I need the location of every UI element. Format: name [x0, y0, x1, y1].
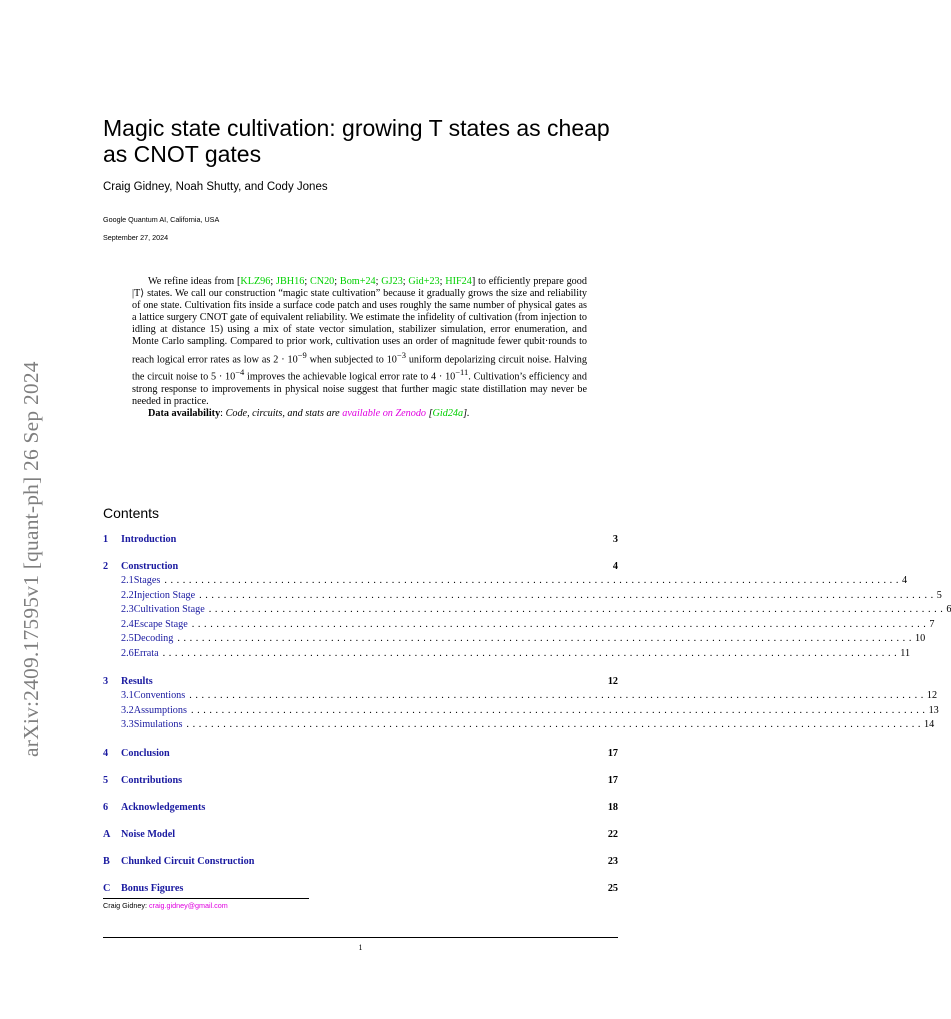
paper-title: Magic state cultivation: growing T states as cheap as CNOT gates [103, 115, 610, 167]
citation-link[interactable]: GJ23 [381, 276, 403, 287]
toc-subsection-2.1[interactable] [103, 574, 908, 589]
citation-link[interactable]: CN20 [309, 276, 335, 287]
toc-section-page: 17 [607, 747, 618, 759]
zenodo-link[interactable]: available on Zenodo [342, 407, 427, 419]
toc-section-A[interactable] [103, 828, 618, 841]
abstract [132, 276, 587, 420]
toc-dot-leader: ........................................................................................................................ [186, 719, 925, 730]
affiliation: Google Quantum AI, California, USA [103, 215, 220, 224]
toc-section-label[interactable]: Conclusion [121, 747, 170, 759]
toc-section-6[interactable] [103, 801, 618, 814]
toc-subsection-number: 2.6 [121, 647, 134, 659]
toc-subsection-3.3[interactable] [103, 718, 935, 733]
toc-section-B[interactable] [103, 855, 618, 868]
toc-subsection-page: 11 [900, 647, 911, 659]
toc-dot-leader: ........................................................................................................................ [191, 618, 930, 630]
toc-section-page: 12 [607, 676, 618, 687]
toc-section-number: 1 [103, 534, 109, 545]
toc-dot-leader: ........................................................................................................................ [190, 704, 929, 716]
toc-section-2[interactable] [103, 560, 618, 573]
toc-subsection-page: 10 [914, 633, 926, 644]
citation-link[interactable]: JBH16 [276, 276, 305, 287]
table-of-contents [103, 533, 951, 895]
toc-section-number: 6 [103, 801, 109, 813]
toc-section-page: 23 [607, 855, 618, 867]
toc-section-page: 22 [607, 828, 618, 840]
toc-subsection-label[interactable]: Assumptions [133, 704, 187, 716]
toc-section-number: B [103, 855, 110, 867]
toc-subsection-2.5[interactable] [103, 632, 926, 647]
toc-section-C[interactable] [103, 882, 618, 895]
page-number: 1 [358, 943, 363, 952]
toc-section-1[interactable] [103, 533, 618, 546]
toc-subsection-page: 13 [928, 704, 939, 716]
toc-section-label[interactable]: Bonus Figures [121, 882, 184, 894]
toc-section-label[interactable]: Results [121, 676, 153, 687]
citation-link[interactable]: HIF24 [445, 276, 472, 287]
citation-link[interactable]: KLZ96 [240, 276, 271, 287]
toc-subsection-label[interactable]: Injection Stage [133, 589, 196, 601]
toc-subsection-page: 12 [926, 690, 938, 701]
toc-section-number: A [103, 828, 111, 840]
toc-section-page: 17 [607, 774, 618, 786]
toc-subsection-label[interactable]: Conventions [133, 690, 186, 701]
toc-section-number: 2 [103, 561, 109, 572]
toc-subsection-label[interactable]: Decoding [133, 633, 174, 644]
toc-section-page: 4 [612, 561, 618, 572]
toc-subsection-number: 2.2 [121, 589, 134, 601]
email-link[interactable]: craig.gidney@gmail.com [148, 901, 228, 910]
toc-section-3[interactable] [103, 675, 618, 688]
toc-subsection-number: 2.3 [121, 604, 134, 615]
toc-section-number: C [103, 882, 111, 894]
toc-section-number: 3 [103, 676, 109, 687]
toc-subsection-label[interactable]: Errata [133, 647, 159, 659]
toc-subsection-label[interactable]: Stages [133, 575, 161, 586]
footnote: Craig Gidney: craig.gidney@gmail.com [103, 901, 228, 910]
page-footer-divider [103, 937, 618, 938]
toc-section-4[interactable] [103, 747, 618, 760]
toc-section-label[interactable]: Chunked Circuit Construction [121, 855, 255, 867]
toc-subsection-number: 3.2 [121, 704, 134, 716]
arxiv-identifier-stamp: arXiv:2409.17595v1 [quant-ph] 26 Sep 2024 [19, 361, 43, 757]
footnote-divider [103, 898, 309, 899]
toc-subsection-number: 3.3 [121, 719, 134, 730]
toc-subsection-number: 2.5 [121, 633, 134, 644]
toc-section-label[interactable]: Construction [121, 561, 179, 572]
toc-subsection-2.3[interactable] [103, 603, 951, 618]
citation-link[interactable]: Gid24a [432, 407, 464, 419]
toc-subsection-number: 3.1 [121, 690, 134, 701]
toc-dot-leader: ........................................................................................................................ [208, 604, 947, 615]
toc-section-number: 5 [103, 774, 109, 786]
toc-dot-leader: ........................................................................................................................ [177, 633, 915, 644]
toc-subsection-page: 5 [936, 589, 942, 601]
toc-subsection-3.2[interactable] [103, 704, 939, 719]
toc-dot-leader: ........................................................................................................................ [162, 647, 901, 659]
toc-dot-leader: ........................................................................................................................ [189, 690, 927, 701]
toc-subsection-2.2[interactable] [103, 589, 942, 604]
citation-link[interactable]: Bom+24 [339, 276, 376, 287]
toc-subsection-label[interactable]: Cultivation Stage [133, 604, 205, 615]
toc-subsection-number: 2.1 [121, 575, 134, 586]
toc-section-number: 4 [103, 747, 109, 759]
author-list: Craig Gidney, Noah Shutty, and Cody Jones [103, 181, 328, 193]
toc-subsection-number: 2.4 [121, 618, 134, 630]
toc-subsection-page: 7 [929, 618, 935, 630]
paper-date: September 27, 2024 [103, 233, 169, 242]
toc-section-page: 18 [607, 801, 618, 813]
toc-section-label[interactable]: Contributions [121, 774, 183, 786]
toc-section-label[interactable]: Acknowledgements [121, 801, 206, 813]
toc-subsection-label[interactable]: Simulations [133, 719, 183, 730]
toc-section-page: 25 [607, 882, 618, 894]
toc-dot-leader: ........................................................................................................................ [164, 575, 902, 586]
toc-subsection-page: 6 [946, 604, 951, 615]
contents-heading: Contents [103, 505, 160, 521]
toc-subsection-label[interactable]: Escape Stage [133, 618, 188, 630]
toc-subsection-3.1[interactable] [103, 689, 938, 704]
toc-subsection-page: 4 [901, 575, 908, 586]
abstract-text: We refine ideas from [KLZ96; JBH16; CN20; Bom+24; GJ23; Gid+23; HIF24] to efficiently prepare good |T⟩ states. We call our construction “magic state cultivation” because it gradually grows the size and reliability of one state. Cultivation fits inside a surface code patch and uses roughly the same number of physical gates as a lattice surgery CNOT gate of equivalent reliability. We estimate the infidelity of cultivation (from injection to idling at distance 15) using a mix of state vector simulation, stabilizer simulation, error enumeration, and Monte Carlo sampling. Compared to prior work, cultivation uses an order of magnitude fewer qubit·rounds to reach logical error rates as low as $2 \cdot 10^{-9}$ when subjected to $10^{-3}$ uniform depolarizing circuit noise. Halving the circuit noise to $5 \cdot 10^{-4}$ improves the achievable logical error rate to $4 \cdot 10^{-11}$. Cultivation’s efficiency and strong response to improvements in physical noise suggest that further magic state distillation may never be needed in practice. [132, 276, 587, 407]
data-availability: Data availability: Code, circuits, and stats are available on Zenodo [Gid24a]. [148, 407, 470, 419]
toc-dot-leader: ........................................................................................................................ [199, 589, 937, 601]
toc-section-page: 3 [612, 534, 618, 545]
toc-section-label[interactable]: Noise Model [121, 828, 176, 840]
toc-section-5[interactable] [103, 774, 618, 787]
toc-subsection-2.4[interactable] [103, 618, 935, 633]
toc-section-label[interactable]: Introduction [121, 534, 177, 545]
toc-subsection-2.6[interactable] [103, 647, 911, 662]
toc-subsection-page: 14 [924, 719, 935, 730]
citation-link[interactable]: Gid+23 [408, 276, 440, 287]
